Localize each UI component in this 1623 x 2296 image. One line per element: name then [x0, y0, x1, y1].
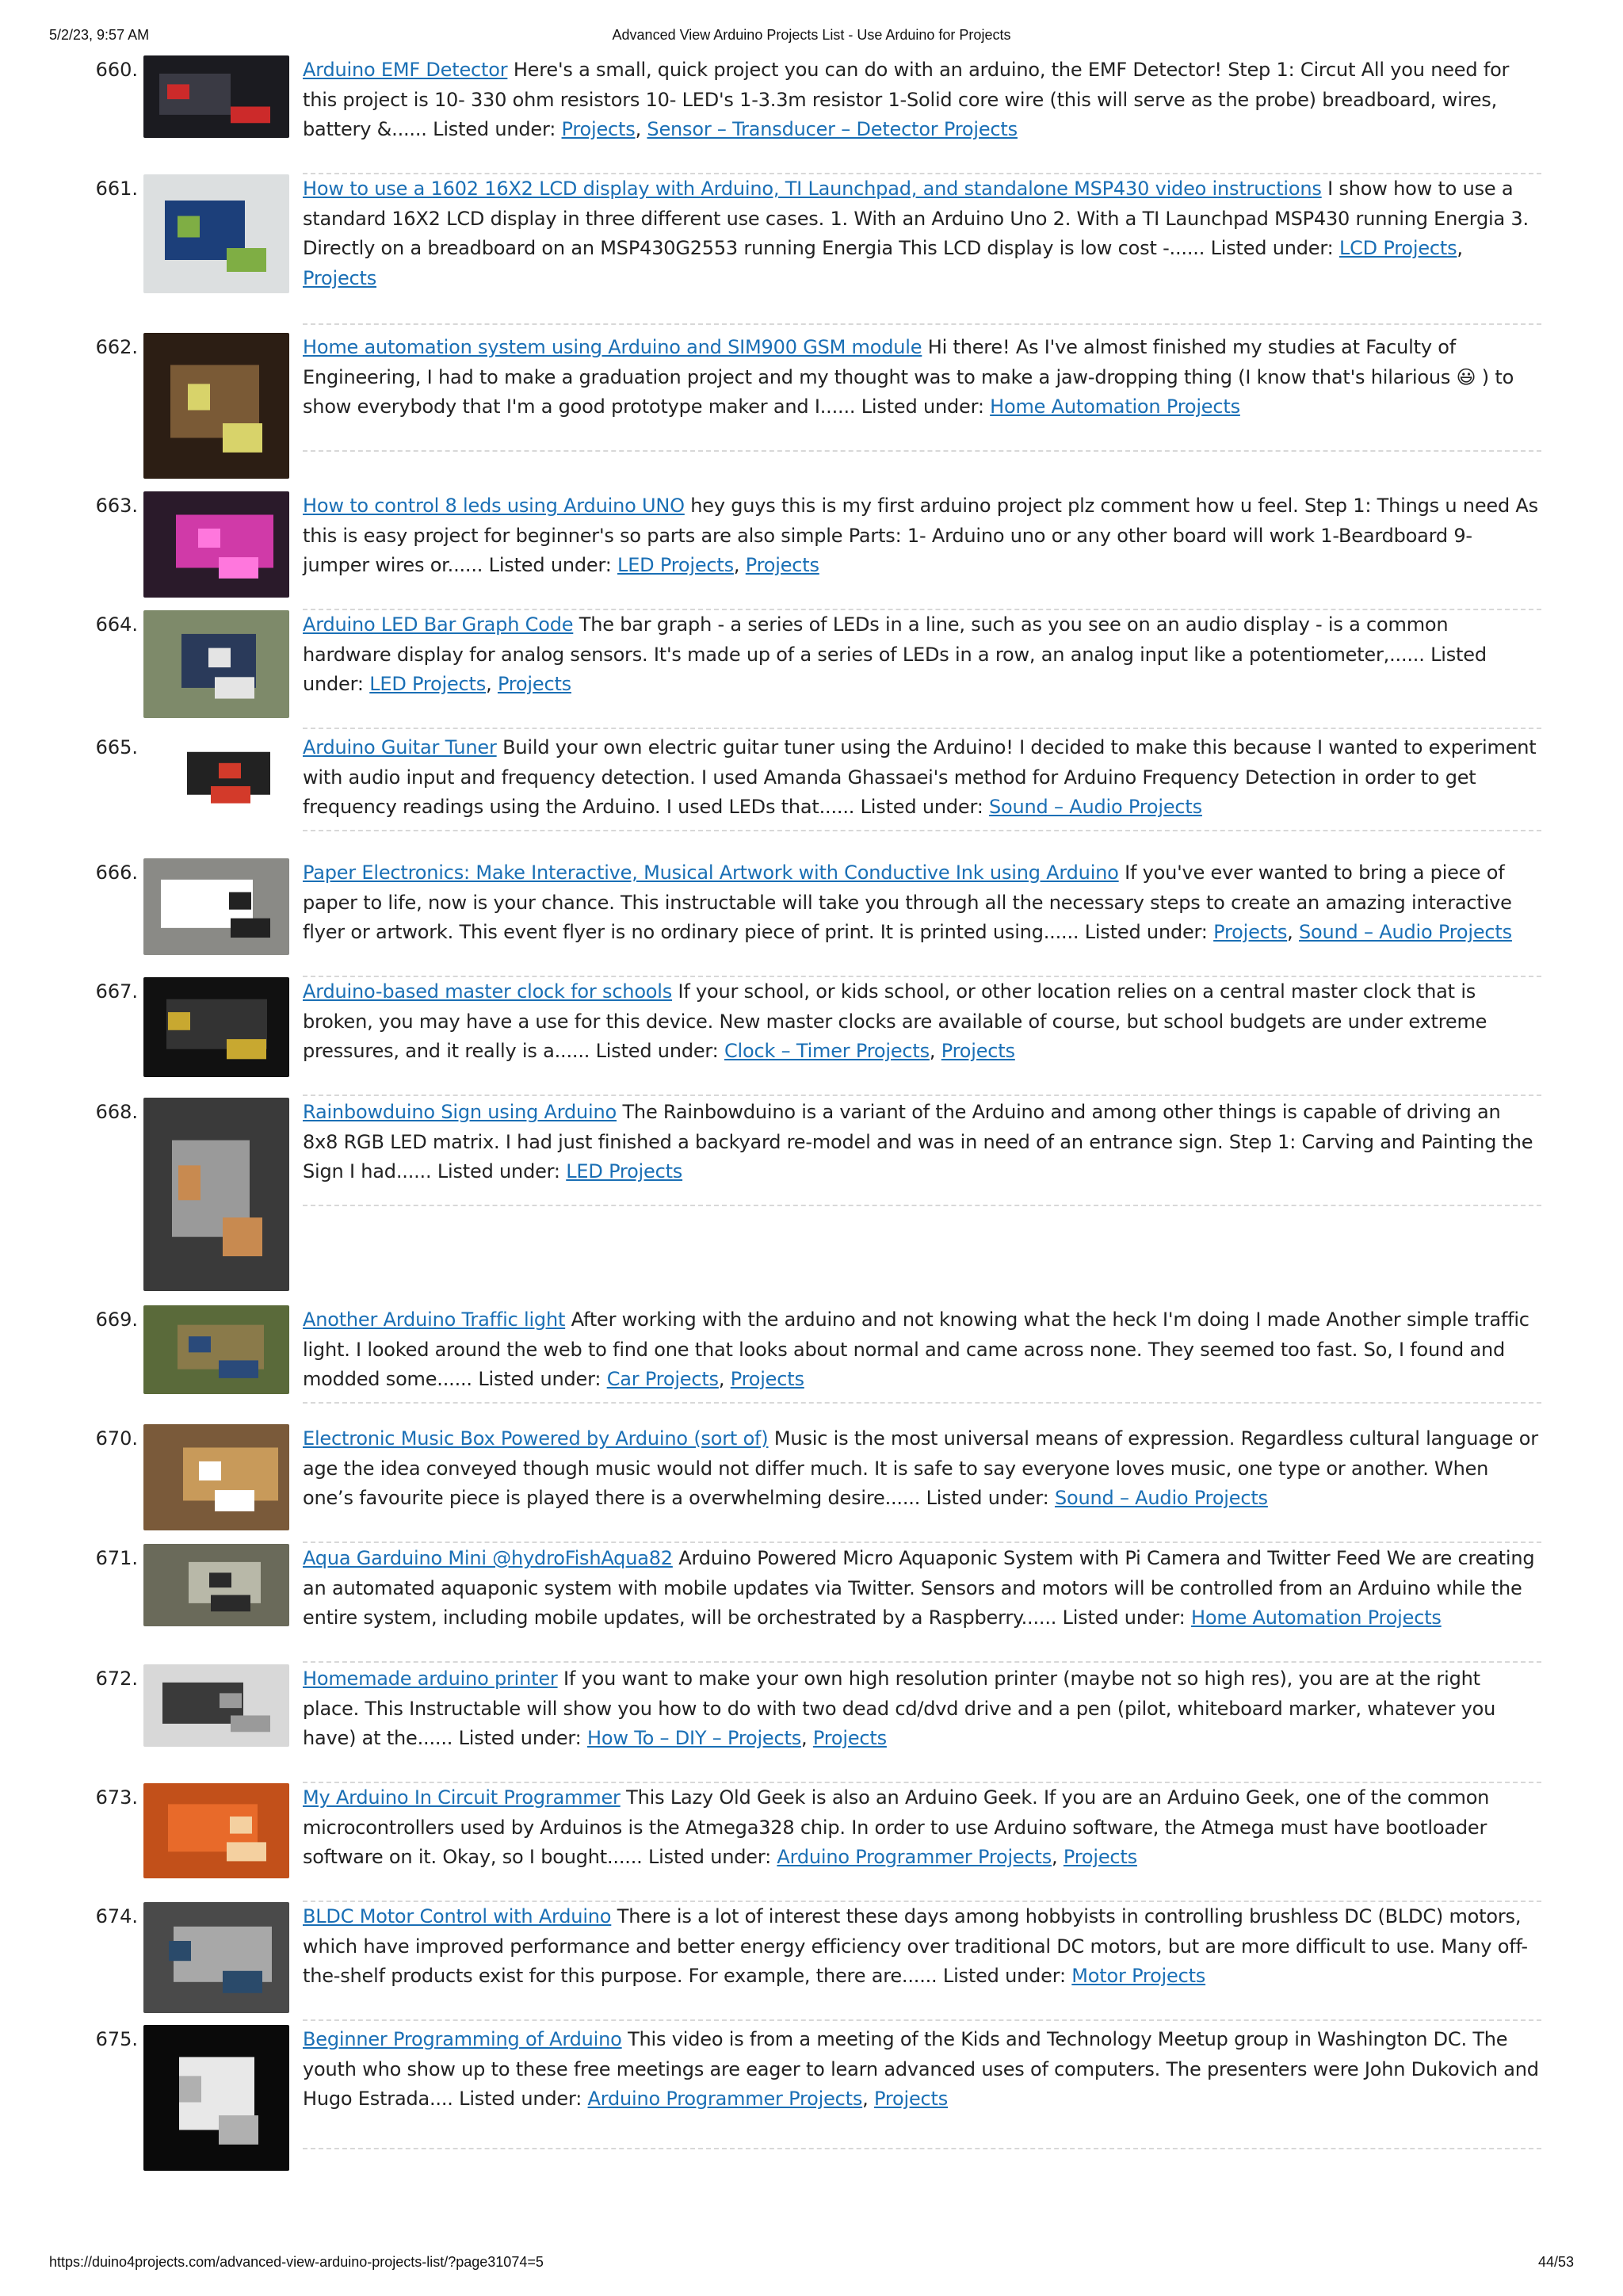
project-thumbnail[interactable] — [143, 55, 289, 138]
entry-text: Arduino-based master clock for schools If your school, or kids school, or other location relies on a central master clock that is broken, you may have a use for this device. New master clocks are available of course, but school budgets are under extreme pressures, and it really is a...... Listed under: Clock – Timer Projects, Projects — [303, 980, 1487, 1062]
project-photo — [143, 2025, 289, 2171]
entry-divider — [303, 1541, 1541, 1543]
entry-text: How to control 8 leds using Arduino UNO hey guys this is my first arduino project plz comment how u feel. Step 1: Things u need As this is easy project for beginner's so parts are also simple Parts: 1- Arduino uno or any other board will work 1-Beardboard 9- jumper wires or...... Listed under: LED Projects, Projects — [303, 495, 1538, 576]
project-thumbnail[interactable] — [143, 174, 289, 293]
entry-text: Homemade arduino printer If you want to make your own high resolution printer (maybe not so high res), you are at the right place. This Instructable will show you how to do with two dead cd/dvd drive and a pen (pilot, whiteboard marker, whatever you have) at the...... Listed under: How To – DIY – Projects, Projects — [303, 1668, 1496, 1749]
page-number: 44/53 — [1537, 2254, 1574, 2270]
project-photo — [143, 1544, 289, 1626]
entry-divider — [303, 728, 1541, 729]
project-photo — [143, 733, 289, 819]
entry-text: Beginner Programming of Arduino This video is from a meeting of the Kids and Technology Meetup group in Washington DC. The youth who show up to these free meetings are eager to learn advanced uses of computers. The presenters were John Dukovich and Hugo Estrada.... Listed under: Arduino Programmer Projects, Projects — [303, 2028, 1539, 2110]
listed-under-label: Listed under: — [595, 1040, 719, 1062]
project-photo — [143, 1664, 289, 1747]
entry-text — [303, 1424, 1541, 1514]
category-link[interactable]: Projects — [1213, 921, 1288, 943]
project-description: If you've ever wanted to bring a piece of paper to life, now is your chance. This instructable will take you through all the necessary steps to create an amazing interactive flyer or artwork. This event flyer is no ordinary piece of print. It is printed using...... — [303, 861, 1512, 943]
category-link[interactable]: LCD Projects — [1338, 237, 1457, 259]
category-link[interactable]: Clock – Timer Projects — [724, 1040, 930, 1062]
project-description: Hi there! As I've almost finished my studies at Faculty of Engineering, I had to make a graduation project and my thought was to make a jaw-dropping thing (I know that's hilarious 😃 ) to show everybody that I'm a good prototype maker and I...... — [303, 336, 1514, 418]
category-link[interactable]: Home Automation Projects — [1190, 1606, 1442, 1629]
project-thumbnail[interactable] — [143, 491, 289, 598]
listed-under-label: Listed under: — [1062, 1606, 1186, 1629]
project-description: There is a lot of interest these days among hobbyists in controlling brushless DC (BLDC) motors, which have improved performance and better energy efficiency over traditional DC motors, but are more difficult to use. Many off-the-shelf products exist for this purpose. For example, there are...... — [303, 1905, 1528, 1987]
category-link[interactable]: Projects — [745, 554, 819, 576]
entry-number: 660. — [95, 59, 138, 81]
entry-number: 669. — [95, 1308, 138, 1331]
print-footer — [49, 2254, 1574, 2275]
project-photo — [143, 55, 289, 138]
project-thumbnail[interactable] — [143, 1424, 289, 1530]
project-title-link[interactable]: Beginner Programming of Arduino — [303, 2028, 622, 2050]
entry-divider — [303, 1205, 1541, 1206]
category-link[interactable]: Arduino Programmer Projects — [587, 2088, 863, 2110]
entry-number: 672. — [95, 1668, 138, 1690]
entry-text: Arduino EMF Detector Here's a small, quick project you can do with an arduino, the EMF Detector! Step 1: Circut All you need for this project is 10- 330 ohm resistors 10- LED's 1-3.3m resistor 1-Solid core wire (this will serve as the probe) breadboard, wires, battery &...... Listed under: Projects, Sensor – Transducer – Detector Projects — [303, 59, 1510, 140]
entry-number: 661. — [95, 178, 138, 200]
project-thumbnail[interactable] — [143, 610, 289, 718]
project-title-link[interactable]: How to control 8 leds using Arduino UNO — [303, 495, 685, 517]
project-thumbnail[interactable] — [143, 858, 289, 955]
listed-under-label: Listed under: — [458, 1727, 582, 1749]
entry-number: 664. — [95, 613, 138, 636]
project-title-link[interactable]: My Arduino In Circuit Programmer — [303, 1786, 621, 1809]
project-title-link[interactable]: Another Arduino Traffic light — [303, 1308, 566, 1331]
entry-text: How to use a 1602 16X2 LCD display with Arduino, TI Launchpad, and standalone MSP430 video instructions I show how to use a standard 16X2 LCD display in three different use cases. 1. With an Arduino Uno 2. With a TI Launchpad MSP430 running Energia 3. Directly on a breadboard on an MSP430G2553 running Energia This LCD display is low cost -...... Listed under: LCD Projects, Projects — [303, 178, 1529, 289]
entry-number: 671. — [95, 1547, 138, 1569]
project-description: If your school, or kids school, or other location relies on a central master clock that is broken, you may have a use for this device. New master clocks are available of course, but school budgets are under extreme pressures, and it really is a...... — [303, 980, 1487, 1062]
project-description: This Lazy Old Geek is also an Arduino Geek. If you are an Arduino Geek, one of the common microcontrollers used by Arduinos is the Atmega328 chip. In order to use Arduino software, the Atmega must have bootloader software on it. Okay, so I bought...... — [303, 1786, 1490, 1868]
listed-under-label: Listed under: — [942, 1965, 1066, 1987]
entry-divider — [303, 830, 1541, 831]
project-photo — [143, 1902, 289, 2013]
category-link[interactable]: Projects — [303, 266, 377, 289]
category-link[interactable]: Sound – Audio Projects — [989, 796, 1202, 818]
project-thumbnail[interactable] — [143, 977, 289, 1077]
entry-number: 667. — [95, 980, 138, 1003]
listed-under-label: Listed under: — [303, 643, 1487, 695]
project-title-link[interactable]: BLDC Motor Control with Arduino — [303, 1905, 612, 1927]
listed-under-label: Listed under: — [478, 1368, 601, 1390]
listed-under-label: Listed under: — [1210, 237, 1334, 259]
project-photo — [143, 333, 289, 479]
project-description: Here's a small, quick project you can do with an arduino, the EMF Detector! Step 1: Circut All you need for this project is 10- 330 ohm resistors 10- LED's 1-3.3m resistor 1-Solid core wire (this will serve as the probe) breadboard, wires, battery &...... — [303, 59, 1510, 140]
project-description: Arduino Powered Micro Aquaponic System with Pi Camera and Twitter Feed We are creating an automated aquaponic system with mobile updates via Twitter. Sensors and motors will be controlled from an Arduino while the entire system, including mobile updates, will be orchestrated by a Raspberry...... — [303, 1547, 1535, 1629]
category-link[interactable]: Sound – Audio Projects — [1054, 1487, 1268, 1509]
entry-text: My Arduino In Circuit Programmer This Lazy Old Geek is also an Arduino Geek. If you are an Arduino Geek, one of the common microcontrollers used by Arduinos is the Atmega328 chip. In order to use Arduino software, the Atmega must have bootloader software on it. Okay, so I bought...... Listed under: Arduino Programmer Projects, Projects — [303, 1786, 1490, 1868]
listed-under-label: Listed under: — [648, 1846, 771, 1868]
entry-number: 665. — [95, 736, 138, 758]
project-description: Music is the most universal means of expression. Regardless cultural language or age the idea conveyed though music would not differ much. It is safe to say everyone loves music, one type or another. When one’s favourite piece is played there is a overwhelming desire...... — [303, 1427, 1538, 1509]
category-link[interactable]: Sound – Audio Projects — [1299, 921, 1512, 943]
entry-number: 675. — [95, 2028, 138, 2050]
project-thumbnail[interactable] — [143, 1783, 289, 1878]
entry-number: 670. — [95, 1427, 138, 1450]
project-description: After working with the arduino and not knowing what the heck I'm doing I made Another simple traffic light. I looked around the web to find one that looks about normal and came across none. They seemed too fast. So, I found and modded some...... — [303, 1308, 1529, 1390]
entry-text — [303, 1098, 1541, 1187]
project-title-link[interactable]: Home automation system using Arduino and SIM900 GSM module — [303, 336, 922, 358]
entry-divider — [303, 323, 1541, 325]
project-photo — [143, 491, 289, 598]
project-photo — [143, 1305, 289, 1394]
project-photo — [143, 1098, 289, 1291]
project-title-link[interactable]: Aqua Garduino Mini @hydroFishAqua82 — [303, 1547, 673, 1569]
project-title-link[interactable]: Rainbowduino Sign using Arduino — [303, 1101, 617, 1123]
category-link[interactable]: Motor Projects — [1071, 1965, 1206, 1987]
category-link[interactable]: Projects — [730, 1368, 804, 1390]
page-title: Advanced View Arduino Projects List - Use Arduino for Projects — [612, 27, 1011, 43]
project-photo — [143, 1424, 289, 1530]
entry-text — [303, 733, 1541, 823]
project-thumbnail[interactable] — [143, 733, 289, 819]
project-description: This video is from a meeting of the Kids and Technology Meetup group in Washington DC. The youth who show up to these free meetings are eager to learn advanced uses of computers. The presenters were John Dukovich and Hugo Estrada.... — [303, 2028, 1539, 2110]
project-title-link[interactable]: Homemade arduino printer — [303, 1668, 558, 1690]
entry-text — [303, 333, 1541, 422]
entry-text — [303, 1902, 1541, 1992]
category-link[interactable]: Home Automation Projects — [990, 395, 1240, 418]
project-photo — [143, 610, 289, 718]
project-title-link[interactable]: Arduino LED Bar Graph Code — [303, 613, 574, 636]
project-title-link[interactable]: Arduino-based master clock for schools — [303, 980, 673, 1003]
entry-number: 662. — [95, 336, 138, 358]
category-link[interactable]: LED Projects — [617, 554, 734, 576]
project-title-link[interactable]: How to use a 1602 16X2 LCD display with Arduino, TI Launchpad, and standalone MSP430 video instructions — [303, 178, 1322, 200]
category-link[interactable]: LED Projects — [369, 673, 487, 695]
project-title-link[interactable]: Arduino Guitar Tuner — [303, 736, 497, 758]
category-link[interactable]: Car Projects — [606, 1368, 719, 1390]
category-link[interactable]: LED Projects — [566, 1160, 683, 1182]
listed-under-label: Listed under: — [926, 1487, 1049, 1509]
entry-divider — [303, 1402, 1541, 1404]
project-photo — [143, 1783, 289, 1878]
project-description: I show how to use a standard 16X2 LCD display in three different use cases. 1. With an Arduino Uno 2. With a TI Launchpad MSP430 running Energia 3. Directly on a breadboard on an MSP430G2553 running Energia This LCD display is low cost -...... — [303, 178, 1529, 259]
entry-divider — [303, 1661, 1541, 1663]
project-photo — [143, 858, 289, 955]
category-link[interactable]: Projects — [941, 1040, 1015, 1062]
project-photo — [143, 174, 289, 293]
entry-divider — [303, 2019, 1541, 2021]
listed-under-label: Listed under: — [860, 796, 983, 818]
project-thumbnail[interactable] — [143, 1664, 289, 1747]
category-link[interactable]: Arduino Programmer Projects — [777, 1846, 1052, 1868]
entry-number: 674. — [95, 1905, 138, 1927]
listed-under-label: Listed under: — [459, 2088, 582, 2110]
entry-divider — [303, 450, 1541, 452]
entry-number: 668. — [95, 1101, 138, 1123]
page-url: https://duino4projects.com/advanced-view-arduino-projects-list/?page31074=5 — [49, 2254, 544, 2270]
project-description: The Rainbowduino is a variant of the Arduino and among other things is capable of driving an 8x8 RGB LED matrix. I had just finished a backyard re-model and was in need of an entrance sign. Step 1: Carving and Painting the Sign I had...... — [303, 1101, 1533, 1182]
project-thumbnail[interactable] — [143, 1305, 289, 1394]
listed-under-label: Listed under: — [1084, 921, 1208, 943]
project-description: If you want to make your own high resolution printer (maybe not so high res), you are at the right place. This Instructable will show you how to do with two dead cd/dvd drive and a pen (pilot, whiteboard marker, whatever you have) at the...... — [303, 1668, 1496, 1749]
entry-text: Arduino LED Bar Graph Code The bar graph - a series of LEDs in a line, such as you see on an audio display - is a common hardware display for analog sensors. It's made up of a series of LEDs in a row, an analog input like a potentiometer,...... Listed under: LED Projects, Projects — [303, 613, 1487, 695]
listed-under-label: Listed under: — [437, 1160, 560, 1182]
entry-number: 666. — [95, 861, 138, 884]
print-header — [49, 27, 1574, 48]
project-photo — [143, 977, 289, 1077]
project-title-link[interactable]: Paper Electronics: Make Interactive, Musical Artwork with Conductive Ink using Arduino — [303, 861, 1119, 884]
entry-divider — [303, 1095, 1541, 1096]
project-description: hey guys this is my first arduino project plz comment how u feel. Step 1: Things u need As this is easy project for beginner's so parts are also simple Parts: 1- Arduino uno or any other board will work 1-Beardboard 9- jumper wires or...... — [303, 495, 1538, 576]
entry-text: Another Arduino Traffic light After working with the arduino and not knowing what the heck I'm doing I made Another simple traffic light. I looked around the web to find one that looks about normal and came across none. They seemed too fast. So, I found and modded some...... Listed under: Car Projects, Projects — [303, 1308, 1529, 1390]
project-thumbnail[interactable] — [143, 1902, 289, 2013]
project-thumbnail[interactable] — [143, 1098, 289, 1291]
category-link[interactable]: Projects — [874, 2088, 949, 2110]
listed-under-label: Listed under: — [488, 554, 612, 576]
entry-text — [303, 1544, 1541, 1633]
entry-text: Paper Electronics: Make Interactive, Musical Artwork with Conductive Ink using Arduino If you've ever wanted to bring a piece of paper to life, now is your chance. This instructable will take you through all the necessary steps to create an amazing interactive flyer or artwork. This event flyer is no ordinary piece of print. It is printed using...... Listed under: Projects, Sound – Audio Projects — [303, 861, 1512, 943]
entry-divider — [303, 2148, 1541, 2149]
entry-number: 663. — [95, 495, 138, 517]
project-description: The bar graph - a series of LEDs in a line, such as you see on an audio display - is a common hardware display for analog sensors. It's made up of a series of LEDs in a row, an analog input like a potentiometer,...... — [303, 613, 1449, 666]
category-link[interactable]: Projects — [1063, 1846, 1137, 1868]
project-thumbnail[interactable] — [143, 1544, 289, 1626]
project-title-link[interactable]: Arduino EMF Detector — [303, 59, 508, 81]
print-date: 5/2/23, 9:57 AM — [49, 27, 150, 43]
project-thumbnail[interactable] — [143, 333, 289, 479]
project-thumbnail[interactable] — [143, 2025, 289, 2171]
category-link[interactable]: Sensor – Transducer – Detector Projects — [647, 118, 1018, 140]
listed-under-label: Listed under: — [433, 118, 556, 140]
listed-under-label: Listed under: — [861, 395, 984, 418]
entry-number: 673. — [95, 1786, 138, 1809]
project-title-link[interactable]: Electronic Music Box Powered by Arduino (sort of) — [303, 1427, 769, 1450]
category-link[interactable]: Projects — [497, 673, 571, 695]
category-link[interactable]: Projects — [812, 1727, 887, 1749]
category-link[interactable]: How To – DIY – Projects — [587, 1727, 802, 1749]
category-link[interactable]: Projects — [561, 118, 636, 140]
project-description: Build your own electric guitar tuner using the Arduino! I decided to make this because I wanted to experiment with audio input and frequency detection. I used Amanda Ghassaei's method for Arduino Frequency Detection in order to get frequency readings using the Arduino. I used LEDs that...... — [303, 736, 1537, 818]
